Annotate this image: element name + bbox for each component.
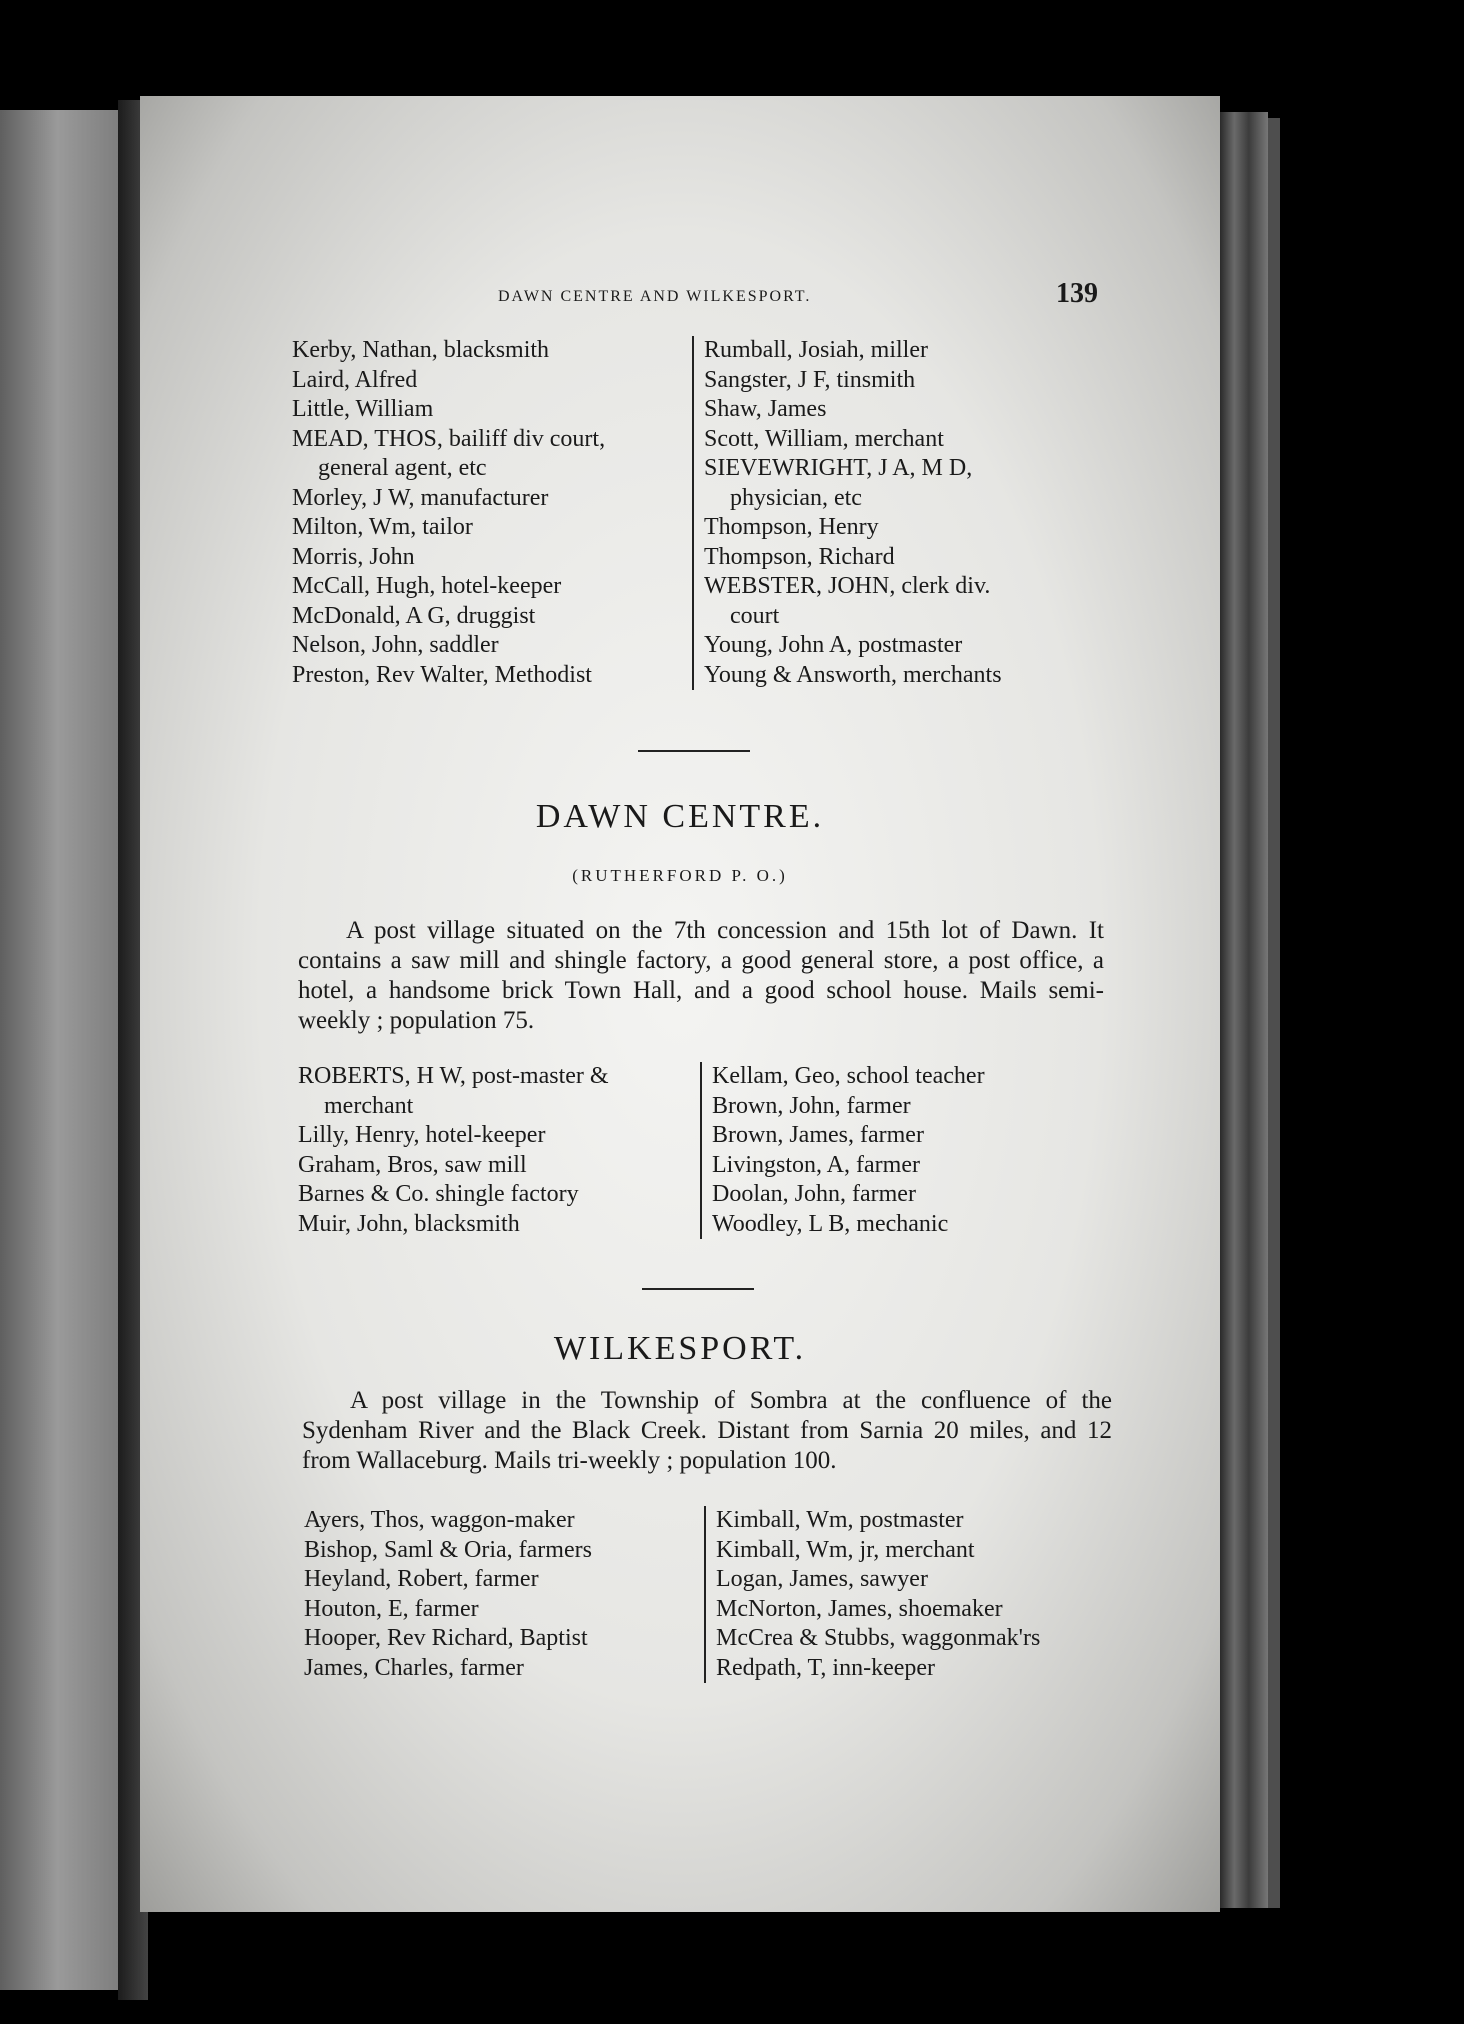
directory-entry: McNorton, James, shoemaker [716,1595,1003,1622]
directory-entry: Milton, Wm, tailor [292,514,473,540]
section-divider [642,1288,754,1290]
dawn-centre-description: A post village situated on the 7th concession and 15th lot of Dawn. It contains a saw mill and shingle factory, a good general store, a post office, a hotel, a handsome brick Town Hall, and a good school house. Mails semi-weekly ; population 75. [298,917,1104,1034]
wilkesport-left-column [304,1506,592,1683]
right-page-edge-inner [1268,118,1280,1908]
right-page-edge [1220,112,1268,1908]
directory-entry: Sangster, J F, tinsmith [704,366,916,393]
directory-entry: McCall, Hugh, hotel-keeper [292,573,562,599]
directory-entry: general agent, etc [318,455,487,481]
directory-entry: Livingston, A, farmer [712,1151,920,1178]
directory-entry: McDonald, A G, druggist [292,602,536,629]
directory-entry: physician, etc [730,484,862,511]
directory-entry: Thompson, Richard [704,543,895,570]
wilkesport-directory-list [304,1506,1124,1686]
wilkesport-right-column [704,1506,1040,1683]
directory-entry: Lilly, Henry, hotel-keeper [298,1122,546,1148]
directory-entry: Bishop, Saml & Oria, farmers [304,1536,592,1563]
directory-entry: Kimball, Wm, postmaster [716,1507,964,1533]
directory-entry: SIEVEWRIGHT, J A, M D, [704,455,973,481]
directory-entry: Rumball, Josiah, miller [704,337,928,363]
directory-entry: Houton, E, farmer [304,1595,479,1622]
directory-entry: Ayers, Thos, waggon-maker [304,1507,575,1533]
directory-entry: Redpath, T, inn-keeper [716,1654,936,1681]
directory-entry: Preston, Rev Walter, Methodist [292,661,592,688]
directory-entry: Barnes & Co. shingle factory [298,1181,579,1207]
directory-entry: Muir, John, blacksmith [298,1210,520,1237]
directory-entry: ROBERTS, H W, post-master & [298,1063,609,1089]
directory-entry: James, Charles, farmer [304,1654,524,1681]
wilkesport-description: A post village in the Township of Sombra at the confluence of the Sydenham River and the Black Creek. Distant from Sarnia 20 miles, and 12 from Wallaceburg. Mails tri-weekly ; population 100. [302,1387,1112,1474]
directory-entry: Nelson, John, saddler [292,632,499,658]
dawn-centre-right-column [700,1062,985,1239]
directory-entry: Hooper, Rev Richard, Baptist [304,1625,588,1651]
dawn-centre-directory-list [298,1062,1118,1242]
directory-entry: Kellam, Geo, school teacher [712,1063,985,1089]
directory-entry: Young & Answorth, merchants [704,661,1002,688]
directory-entry: Logan, James, sawyer [716,1566,928,1592]
directory-entry: MEAD, THOS, bailiff div court, [292,425,606,452]
top-list-left-column [292,336,605,690]
directory-entry: Little, William [292,396,434,422]
directory-entry: Scott, William, merchant [704,425,944,452]
dawn-centre-title: DAWN CENTRE. [535,798,825,835]
directory-entry: Woodley, L B, mechanic [712,1210,949,1237]
directory-entry: court [730,602,780,629]
directory-entry: Laird, Alfred [292,366,418,393]
directory-entry: Kerby, Nathan, blacksmith [292,337,550,363]
directory-entry: Shaw, James [704,396,827,422]
directory-entry: Young, John A, postmaster [704,632,963,658]
directory-entry: Brown, John, farmer [712,1092,911,1119]
directory-entry: Brown, James, farmer [712,1122,924,1148]
page-number: 139 [1056,278,1098,309]
left-page-edge [0,110,128,1990]
page-header [498,278,1098,322]
dawn-centre-subtitle: (RUTHERFORD P. O.) [572,866,788,885]
top-list-right-column [692,336,1002,690]
directory-entry: WEBSTER, JOHN, clerk div. [704,573,991,599]
directory-entry: Doolan, John, farmer [712,1181,916,1207]
directory-entry: Morley, J W, manufacturer [292,484,549,511]
section-divider [638,750,750,752]
directory-entry: Heyland, Robert, farmer [304,1566,539,1592]
directory-entry: McCrea & Stubbs, waggonmak'rs [716,1625,1041,1651]
directory-entry: merchant [324,1092,414,1119]
directory-entry: Graham, Bros, saw mill [298,1151,527,1178]
wilkesport-title: WILKESPORT. [553,1330,807,1367]
directory-entry: Morris, John [292,543,415,570]
dawn-centre-left-column [298,1062,609,1239]
directory-entry: Kimball, Wm, jr, merchant [716,1536,975,1563]
directory-entry: Thompson, Henry [704,514,879,540]
top-directory-list [292,336,1112,692]
running-title: DAWN CENTRE AND WILKESPORT. [498,288,812,305]
